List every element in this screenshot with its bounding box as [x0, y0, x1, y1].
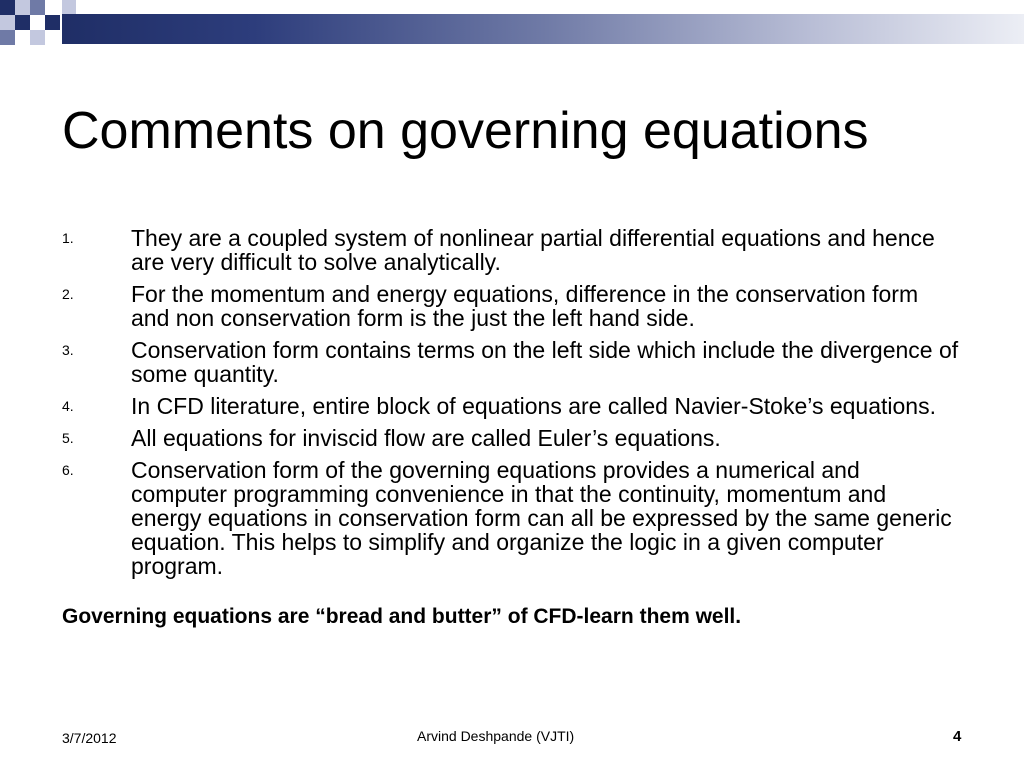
closing-statement: Governing equations are “bread and butter” of CFD-learn them well. [62, 605, 742, 628]
page-number: 4 [953, 728, 962, 745]
list-item-text: Conservation form contains terms on the left side which include the divergence of some quantity. [131, 337, 959, 387]
decor-square [15, 0, 30, 15]
slide-title: Comments on governing equations [62, 102, 869, 160]
footer-author: Arvind Deshpande (VJTI) [417, 728, 575, 744]
decor-square [45, 15, 60, 30]
list-item-number: 4. [62, 398, 74, 414]
list-item-text: Conservation form of the governing equations provides a numerical and computer programming convenience in that the continuity, momentum and energy equations in conservation form can all be expressed by the same generic equation. This helps to simplify and organize the logic in a given computer program. [131, 457, 952, 579]
decor-square [0, 0, 15, 15]
list-item-text: For the momentum and energy equations, difference in the conservation form and non conservation form is the just the left hand side. [131, 281, 919, 331]
decor-square [15, 15, 30, 30]
list-item-text: In CFD literature, entire block of equations are called Navier-Stoke’s equations. [131, 393, 936, 419]
footer-date: 3/7/2012 [62, 730, 117, 746]
list-item [62, 394, 962, 418]
decor-square [30, 30, 45, 45]
list-item-number: 1. [62, 230, 74, 246]
decor-square [62, 0, 76, 14]
decor-square [30, 0, 45, 15]
list-item-text: They are a coupled system of nonlinear partial differential equations and hence are very difficult to solve analytically. [131, 225, 935, 275]
list-item [62, 282, 962, 330]
list-item-number: 3. [62, 342, 74, 358]
decor-square [0, 15, 15, 30]
list-item [62, 426, 962, 450]
list-item [62, 226, 962, 274]
header-gradient-bar [62, 14, 1024, 44]
list-item-number: 6. [62, 462, 74, 478]
list-item-number: 5. [62, 430, 74, 446]
header-decoration [0, 0, 1024, 45]
decor-square [0, 30, 15, 45]
list-item-number: 2. [62, 286, 74, 302]
numbered-list [62, 226, 962, 586]
list-item-text: All equations for inviscid flow are called Euler’s equations. [131, 425, 721, 451]
list-item [62, 458, 962, 578]
list-item [62, 338, 962, 386]
